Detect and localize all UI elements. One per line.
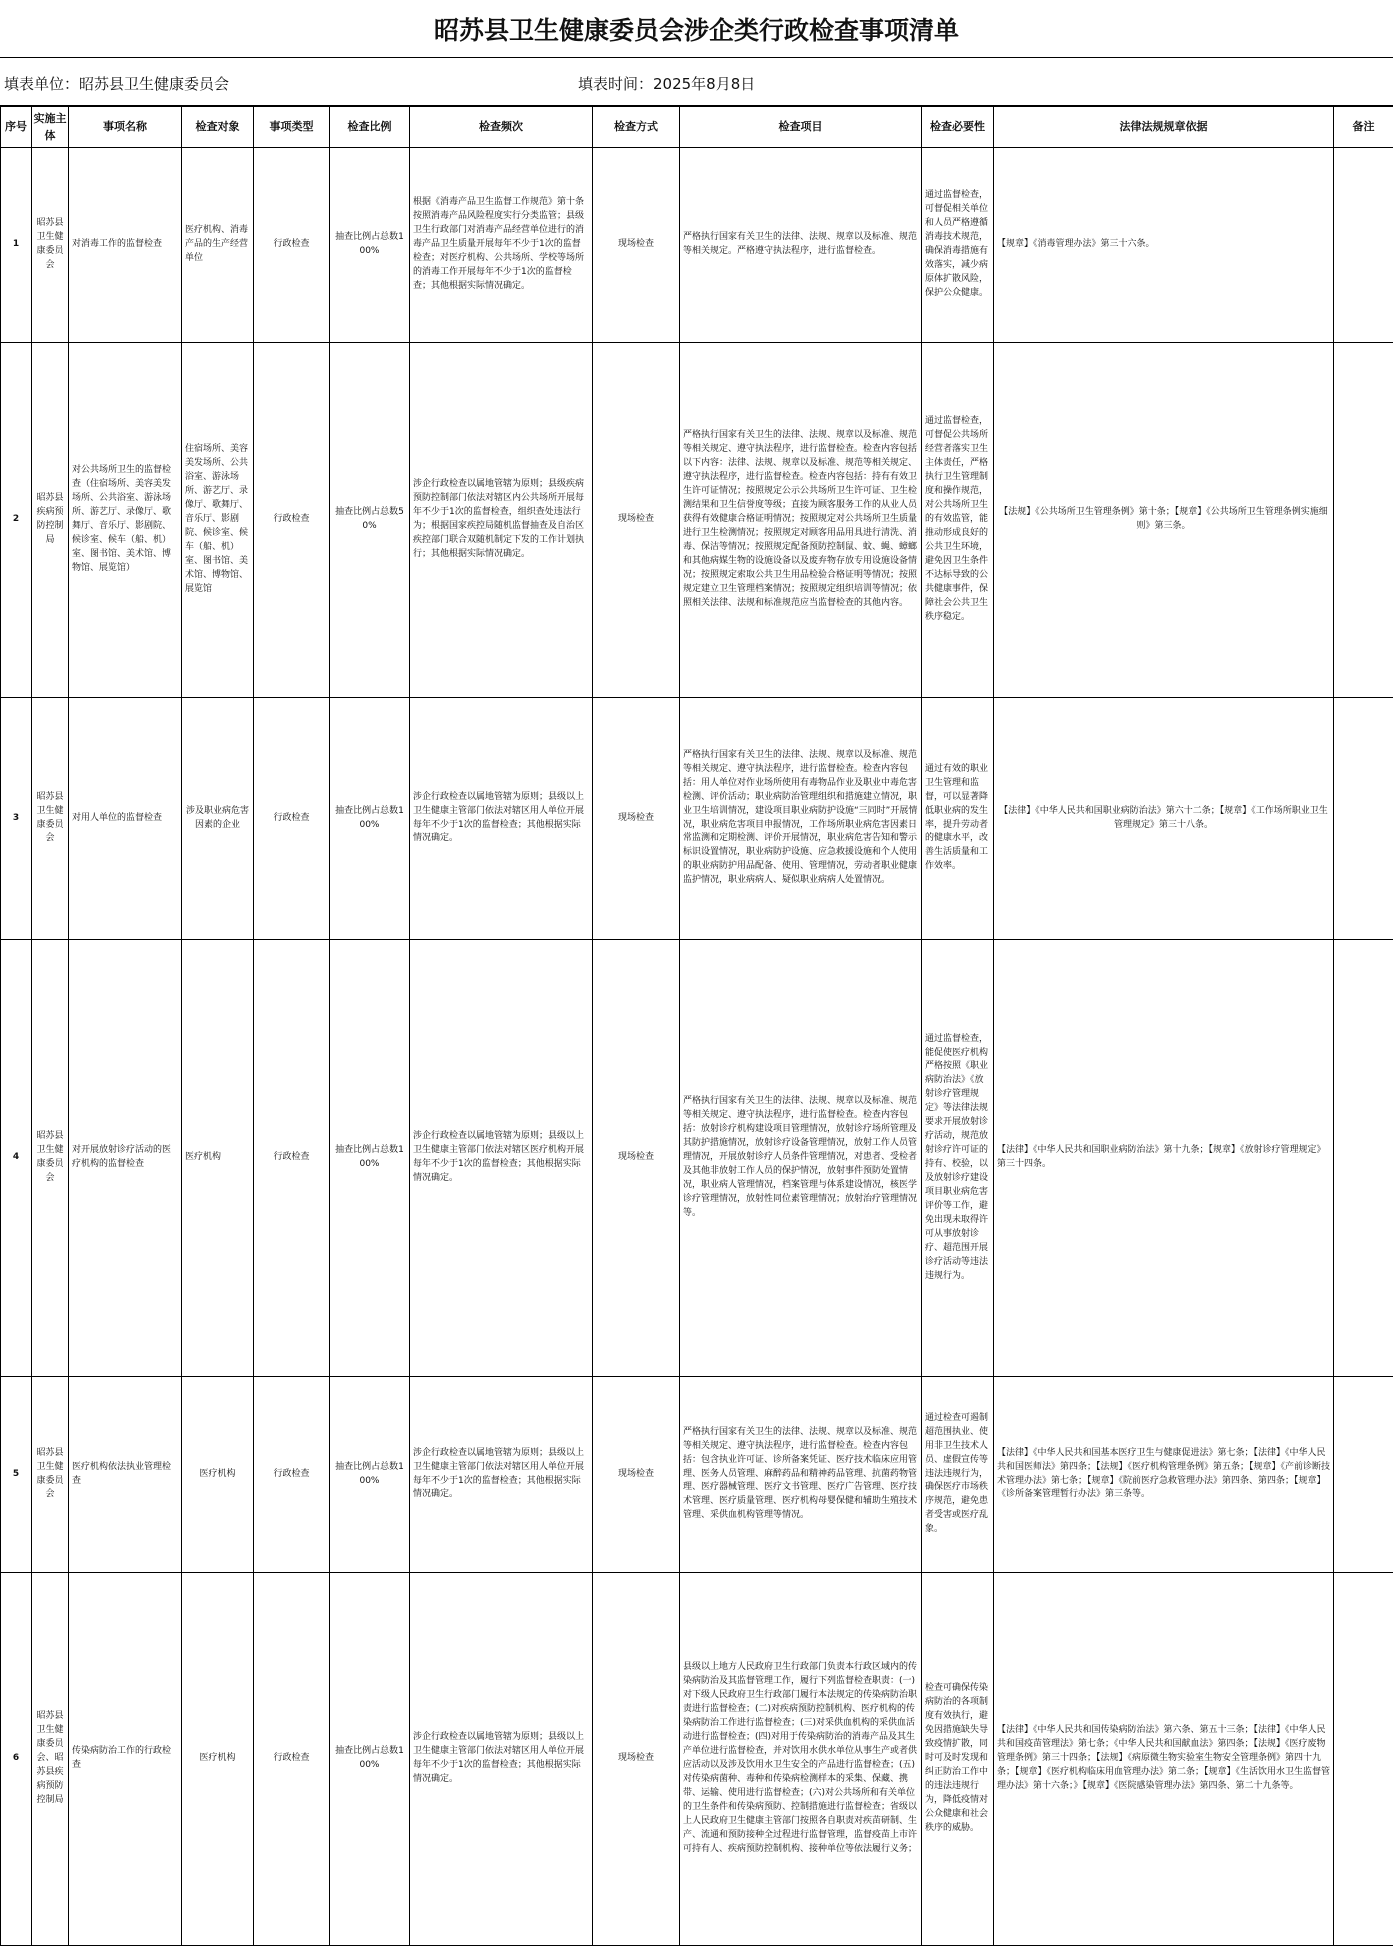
necessity-cell: 通过有效的职业卫生管理和监督，可以显著降低职业病的发生率，提升劳动者的健康水平，改善生活质量和工作效率。 — [922, 698, 994, 940]
method-cell: 现场检查 — [593, 698, 680, 940]
ratio-cell: 抽查比例占总数50% — [330, 343, 410, 698]
remark-cell — [1334, 698, 1393, 940]
header-cell: 备注 — [1334, 107, 1393, 148]
header-row — [1, 107, 1393, 148]
basis-cell: 【法律】《中华人民共和国职业病防治法》第十九条；【规章】《放射诊疗管理规定》第三十四条。 — [994, 940, 1334, 1377]
type-cell: 行政检查 — [254, 698, 330, 940]
method-cell: 现场检查 — [593, 1377, 680, 1573]
ratio-cell: 抽查比例占总数100% — [330, 1377, 410, 1573]
table-row — [1, 1377, 1393, 1573]
form-meta — [0, 58, 1393, 106]
name-cell: 对公共场所卫生的监督检查（住宿场所、美容美发场所、公共浴室、游泳场所、游艺厅、录像厅、歌舞厅、音乐厅、影剧院、候诊室、候车（船、机）室、图书馆、美术馆、博物馆、展览馆） — [69, 343, 182, 698]
name-cell: 对消毒工作的监督检查 — [69, 148, 182, 343]
basis-cell: 【规章】《消毒管理办法》第三十六条。 — [994, 148, 1334, 343]
type-cell: 行政检查 — [254, 148, 330, 343]
target-cell: 医疗机构、消毒产品的生产经营单位 — [182, 148, 254, 343]
remark-cell — [1334, 1573, 1393, 1946]
page-title: 昭苏县卫生健康委员会涉企类行政检查事项清单 — [0, 0, 1393, 58]
type-cell: 行政检查 — [254, 343, 330, 698]
header-cell: 检查频次 — [410, 107, 593, 148]
ratio-cell: 抽查比例占总数100% — [330, 940, 410, 1377]
name-cell: 传染病防治工作的行政检查 — [69, 1573, 182, 1946]
necessity-cell: 通过监督检查，能促使医疗机构严格按照《职业病防治法》《放射诊疗管理规定》等法律法规要求开展放射诊疗活动，规范放射诊疗许可证的持有、校验，以及放射诊疗建设项目职业病危害评价等工作，避免出现未取得许可从事放射诊疗、超范围开展诊疗活动等违法违规行为。 — [922, 940, 994, 1377]
subject-cell: 昭苏县疾病预防控制局 — [32, 343, 69, 698]
filling-date: 填表时间：2025年8月8日 — [578, 73, 755, 94]
target-cell: 医疗机构 — [182, 1573, 254, 1946]
method-cell: 现场检查 — [593, 148, 680, 343]
table-row — [1, 940, 1393, 1377]
filling-unit: 填表单位：昭苏县卫生健康委员会 — [4, 73, 229, 94]
method-cell: 现场检查 — [593, 1573, 680, 1946]
items-cell: 严格执行国家有关卫生的法律、法规、规章以及标准、规范等相关规定。严格遵守执法程序，进行监督检查。 — [680, 148, 922, 343]
seq-cell: 2 — [1, 343, 32, 698]
name-cell: 对用人单位的监督检查 — [69, 698, 182, 940]
items-cell: 严格执行国家有关卫生的法律、法规、规章以及标准、规范等相关规定、遵守执法程序，进行监督检查。检查内容包括：包含执业许可证、诊所备案凭证、医疗技术临床应用管理、医务人员管理、麻醉药品和精神药品管理、抗菌药物管理、医疗器械管理、医疗文书管理、医疗广告管理、医疗技术管理、医疗质量管理、医疗机构母婴保健和辅助生殖技术管理、采供血机构管理等情况。 — [680, 1377, 922, 1573]
frequency-cell: 涉企行政检查以属地管辖为原则；县级以上卫生健康主管部门依法对辖区用人单位开展每年不少于1次的监督检查；其他根据实际情况确定。 — [410, 1573, 593, 1946]
ratio-cell: 抽查比例占总数100% — [330, 148, 410, 343]
items-cell: 严格执行国家有关卫生的法律、法规、规章以及标准、规范等相关规定、遵守执法程序，进行监督检查。检查内容包括：用人单位对作业场所使用有毒物品作业及职业中毒危害检测、评价活动；职业病防治管理组织和措施建立情况，职业卫生培训情况，建设项目职业病防护设施“三同时”开展情况，职业病危害项目申报情况，工作场所职业病危害因素日常监测和定期检测、评价开展情况，职业病危害告知和警示标识设置情况，职业病防护设施、应急救援设施和个人使用的职业病防护用品配备、使用、管理情况，劳动者职业健康监护情况，职业病病人、疑似职业病病人处置情况。 — [680, 698, 922, 940]
items-cell: 严格执行国家有关卫生的法律、法规、规章以及标准、规范等相关规定、遵守执法程序，进行监督检查。检查内容包括：放射诊疗机构建设项目管理情况，放射诊疗场所管理及其防护措施情况，放射诊疗设备管理情况，放射工作人员管理情况，开展放射诊疗人员条件管理情况，对患者、受检者及其他非放射工作人员的保护情况，放射事件预防处置情况，职业病人管理情况，档案管理与体系建设情况，核医学诊疗管理情况，放射性同位素管理情况；放射治疗管理情况等。 — [680, 940, 922, 1377]
target-cell: 医疗机构 — [182, 940, 254, 1377]
frequency-cell: 涉企行政检查以属地管辖为原则；县级以上卫生健康主管部门依法对辖区用人单位开展每年不少于1次的监督检查；其他根据实际情况确定。 — [410, 1377, 593, 1573]
method-cell: 现场检查 — [593, 940, 680, 1377]
items-cell: 严格执行国家有关卫生的法律、法规、规章以及标准、规范等相关规定、遵守执法程序，进行监督检查。检查内容包括以下内容：法律、法规、规章以及标准、规范等相关规定、遵守执法程序，进行监督检查。检查内容包括：持有有效卫生许可证情况；按照规定公示公共场所卫生许可证、卫生检测结果和卫生信誉度等级；直接为顾客服务工作的从业人员获得有效健康合格证明情况；按照规定对公共场所卫生质量进行卫生检测情况；按照规定对顾客用品用具进行清洗、消毒、保洁等情况；按照规定配备预防控制鼠、蚊、蝇、蟑螂和其他病媒生物的设施设备以及废弃物存放专用设施设备情况；按照规定索取公共卫生用品检验合格证明等情况；按照规定建立卫生管理档案情况；按照规定组织培训等情况；依照相关法律、法规和标准规范应当监督检查的其他内容。 — [680, 343, 922, 698]
header-cell: 事项名称 — [69, 107, 182, 148]
ratio-cell: 抽查比例占总数100% — [330, 698, 410, 940]
method-cell: 现场检查 — [593, 343, 680, 698]
header-cell: 法律法规规章依据 — [994, 107, 1334, 148]
inspection-table — [0, 106, 1393, 1946]
header-cell: 检查方式 — [593, 107, 680, 148]
basis-cell: 【法律】《中华人民共和国基本医疗卫生与健康促进法》第七条；【法律】《中华人民共和国医师法》第四条；【法规】《医疗机构管理条例》第五条；【规章】《产前诊断技术管理办法》第七条；【规章】《院前医疗急救管理办法》第四条、第四条；【规章】《诊所备案管理暂行办法》第三条等。 — [994, 1377, 1334, 1573]
type-cell: 行政检查 — [254, 940, 330, 1377]
necessity-cell: 通过检查可遏制超范围执业、使用非卫生技术人员、虚假宣传等违法违规行为，确保医疗市场秩序规范，避免患者受害或医疗乱象。 — [922, 1377, 994, 1573]
header-cell: 检查项目 — [680, 107, 922, 148]
subject-cell: 昭苏县卫生健康委员会 — [32, 940, 69, 1377]
type-cell: 行政检查 — [254, 1573, 330, 1946]
basis-cell: 【法规】《公共场所卫生管理条例》第十条；【规章】《公共场所卫生管理条例实施细则》第三条。 — [994, 343, 1334, 698]
remark-cell — [1334, 1377, 1393, 1573]
remark-cell — [1334, 148, 1393, 343]
subject-cell: 昭苏县卫生健康委员会 — [32, 1377, 69, 1573]
seq-cell: 5 — [1, 1377, 32, 1573]
necessity-cell: 检查可确保传染病防治的各项制度有效执行，避免因措施缺失导致疫情扩散，同时可及时发现和纠正防治工作中的违法违规行为，降低疫情对公众健康和社会秩序的威胁。 — [922, 1573, 994, 1946]
header-cell: 检查比例 — [330, 107, 410, 148]
name-cell: 医疗机构依法执业管理检查 — [69, 1377, 182, 1573]
target-cell: 涉及职业病危害因素的企业 — [182, 698, 254, 940]
frequency-cell: 涉企行政检查以属地管辖为原则；县级疾病预防控制部门依法对辖区内公共场所开展每年不少于1次的监督检查，组织查处违法行为；根据国家疾控局随机监督抽查及自治区疾控部门联合双随机制定下发的工作计划执行；其他根据实际情况确定。 — [410, 343, 593, 698]
header-cell: 序号 — [1, 107, 32, 148]
items-cell: 县级以上地方人民政府卫生行政部门负责本行政区域内的传染病防治及其监督管理工作，履行下列监督检查职责：(一)对下级人民政府卫生行政部门履行本法规定的传染病防治职责进行监督检查；(二)对疾病预防控制机构、医疗机构的传染病防治工作进行监督检查；(三)对采供血机构的采供血活动进行监督检查；(四)对用于传染病防治的消毒产品及其生产单位进行监督检查，并对饮用水供水单位从事生产或者供应活动以及涉及饮用水卫生安全的产品进行监督检查；(五)对传染病菌种、毒种和传染病检测样本的采集、保藏、携带、运输、使用进行监督检查；(六)对公共场所和有关单位的卫生条件和传染病预防、控制措施进行监督检查；省级以上人民政府卫生健康主管部门按照各自职责对疾苗研制、生产、流通和预防接种全过程进行监督管理，监督疫苗上市许可持有人、疾病预防控制机构、接种单位等依法履行义务； — [680, 1573, 922, 1946]
table-row — [1, 343, 1393, 698]
header-cell: 检查必要性 — [922, 107, 994, 148]
remark-cell — [1334, 940, 1393, 1377]
target-cell: 医疗机构 — [182, 1377, 254, 1573]
subject-cell: 昭苏县卫生健康委员会 — [32, 148, 69, 343]
seq-cell: 6 — [1, 1573, 32, 1946]
name-cell: 对开展放射诊疗活动的医疗机构的监督检查 — [69, 940, 182, 1377]
subject-cell: 昭苏县卫生健康委员会 — [32, 698, 69, 940]
remark-cell — [1334, 343, 1393, 698]
type-cell: 行政检查 — [254, 1377, 330, 1573]
table-row — [1, 148, 1393, 343]
ratio-cell: 抽查比例占总数100% — [330, 1573, 410, 1946]
frequency-cell: 涉企行政检查以属地管辖为原则；县级以上卫生健康主管部门依法对辖区医疗机构开展每年不少于1次的监督检查；其他根据实际情况确定。 — [410, 940, 593, 1377]
header-cell: 实施主体 — [32, 107, 69, 148]
basis-cell: 【法律】《中华人民共和国职业病防治法》第六十二条；【规章】《工作场所职业卫生管理规定》第三十八条。 — [994, 698, 1334, 940]
header-cell: 事项类型 — [254, 107, 330, 148]
basis-cell: 【法律】《中华人民共和国传染病防治法》第六条、第五十三条；【法律】《中华人民共和国疫苗管理法》第七条；《中华人民共和国献血法》第四条；【法规】《医疗废物管理条例》第三十四条；【法规】《病原微生物实验室生物安全管理条例》第四十九条；【规章】《医疗机构临床用血管理办法》第二条；【规章】《生活饮用水卫生监督管理办法》第十六条；》【规章】《医院感染管理办法》第四条、第二十九条等。 — [994, 1573, 1334, 1946]
necessity-cell: 通过监督检查，可督促公共场所经营者落实卫生主体责任，严格执行卫生管理制度和操作规范，对公共场所卫生的有效监管，能推动形成良好的公共卫生环境，避免因卫生条件不达标导致的公共健康事件，保障社会公共卫生秩序稳定。 — [922, 343, 994, 698]
table-row — [1, 698, 1393, 940]
table-row — [1, 1573, 1393, 1946]
seq-cell: 1 — [1, 148, 32, 343]
seq-cell: 3 — [1, 698, 32, 940]
target-cell: 住宿场所、美容美发场所、公共浴室、游泳场所、游艺厅、录像厅、歌舞厅、音乐厅、影剧院、候诊室、候车（船、机）室、图书馆、美术馆、博物馆、展览馆 — [182, 343, 254, 698]
frequency-cell: 根据《消毒产品卫生监督工作规范》第十条按照消毒产品风险程度实行分类监管；县级卫生行政部门对消毒产品经营单位进行的消毒产品卫生质量开展每年不少于1次的监督检查；对医疗机构、公共场所、学校等场所的消毒工作开展每年不少于1次的监督检查；其他根据实际情况确定。 — [410, 148, 593, 343]
necessity-cell: 通过监督检查，可督促相关单位和人员严格遵循消毒技术规范，确保消毒措施有效落实，减少病原体扩散风险，保护公众健康。 — [922, 148, 994, 343]
subject-cell: 昭苏县卫生健康委员会、昭苏县疾病预防控制局 — [32, 1573, 69, 1946]
header-cell: 检查对象 — [182, 107, 254, 148]
seq-cell: 4 — [1, 940, 32, 1377]
frequency-cell: 涉企行政检查以属地管辖为原则；县级以上卫生健康主管部门依法对辖区用人单位开展每年不少于1次的监督检查；其他根据实际情况确定。 — [410, 698, 593, 940]
